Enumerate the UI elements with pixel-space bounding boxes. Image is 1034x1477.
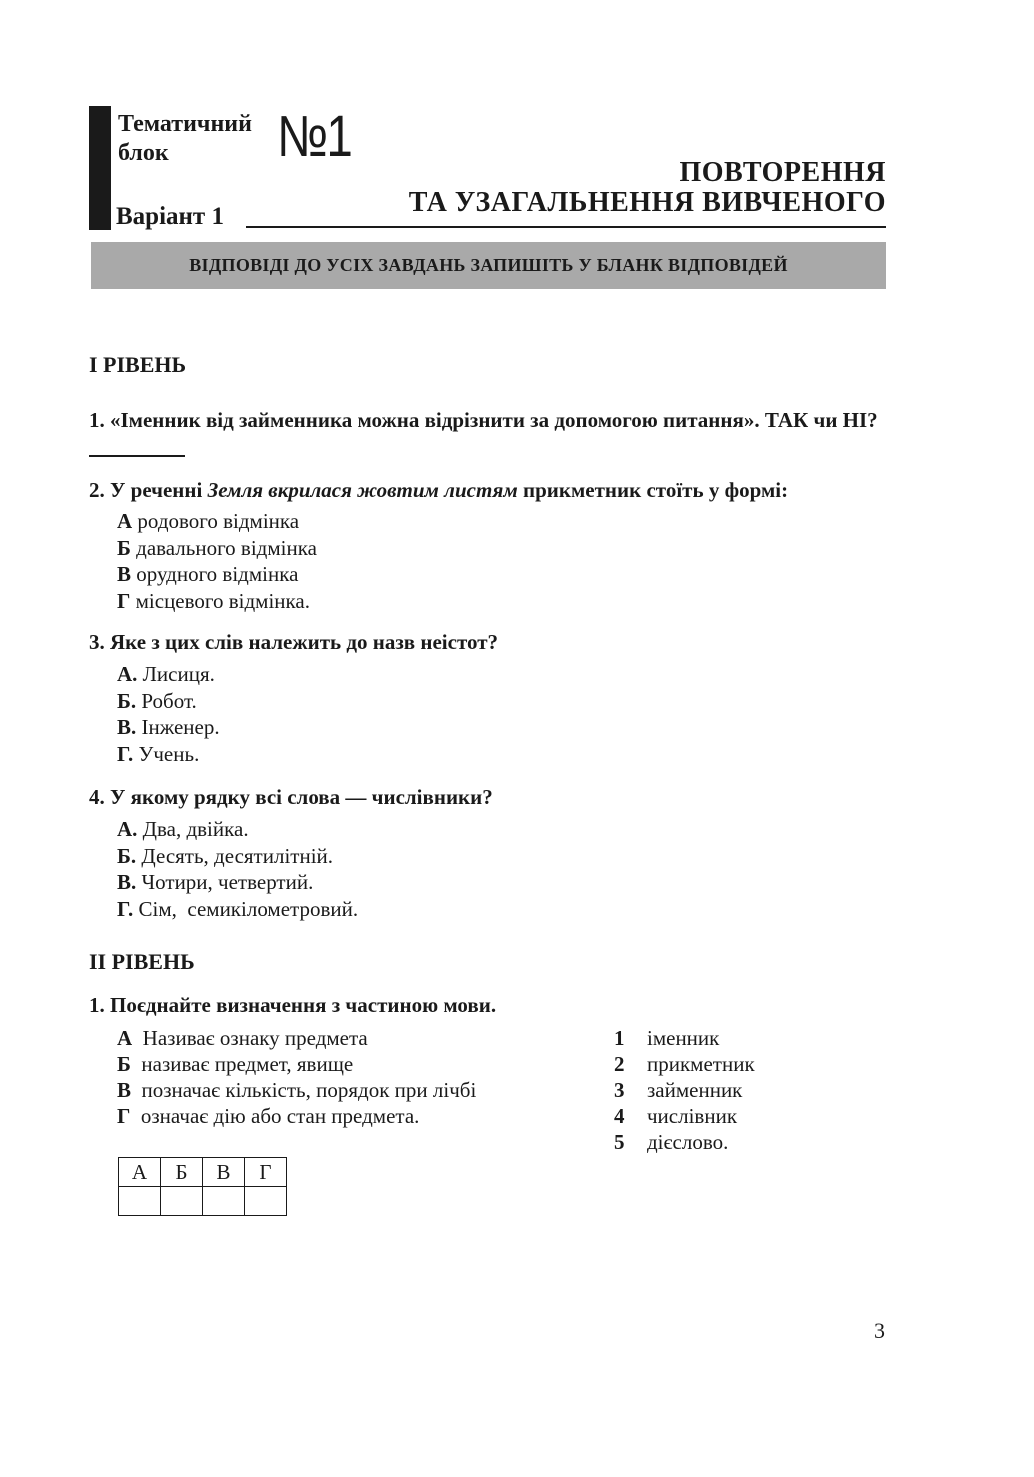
option-text: давального відмінка	[130, 535, 317, 560]
option	[117, 661, 220, 688]
block-label	[118, 110, 252, 168]
answer-blank-line	[89, 455, 185, 457]
part-of-speech-item	[614, 1129, 755, 1155]
part-text: прикметник	[647, 1052, 755, 1076]
option	[117, 741, 220, 768]
definition-item	[117, 1051, 476, 1077]
page-title	[409, 158, 886, 218]
option-text: Інженер.	[136, 715, 220, 739]
option-letter: А.	[117, 662, 138, 686]
option-letter: В.	[117, 715, 137, 739]
definition-letter: В	[117, 1078, 132, 1102]
option-letter: Г.	[117, 741, 134, 766]
option-text: Робот.	[136, 688, 197, 713]
definition-letter: Б	[117, 1052, 131, 1076]
option-letter: А	[117, 509, 133, 533]
option	[117, 816, 358, 843]
option-text: Сім, семикілометровий.	[133, 896, 359, 921]
level1-q1: 1. «Іменник від займенника можна відрізнити за допомогою питання». ТАК чи НІ?	[89, 408, 878, 432]
variant-label: Варіант 1	[116, 203, 224, 230]
q2-text-after: прикметник стоїть у формі:	[517, 478, 789, 502]
part-number: 1	[614, 1026, 625, 1050]
option-text: орудного відмінка	[131, 562, 299, 586]
grid-answer-cell[interactable]	[119, 1187, 161, 1216]
part-of-speech-item	[614, 1025, 755, 1051]
part-text: дієслово.	[647, 1130, 729, 1154]
option-text: родового відмінка	[132, 509, 300, 533]
q2-options	[117, 508, 317, 614]
option-text: Учень.	[133, 741, 200, 766]
grid-answer-cell[interactable]	[161, 1187, 203, 1216]
definition-text: позначає кількість, порядок при лічбі	[131, 1078, 477, 1102]
option-letter: Г	[117, 588, 131, 613]
definition-text: Називає ознаку предмета	[132, 1026, 368, 1050]
block-label-line1: Тематичний	[118, 111, 252, 137]
option-letter: Г.	[117, 896, 134, 921]
option	[117, 588, 317, 615]
page-title-line1: ПОВТОРЕННЯ	[679, 157, 886, 188]
level1-title: І РІВЕНЬ	[89, 352, 187, 377]
grid-header-cell: В	[203, 1158, 245, 1187]
option	[117, 714, 220, 741]
level2-title: ІІ РІВЕНЬ	[89, 949, 195, 974]
q2-italic-sentence: Земля вкрилася жовтим листям	[207, 478, 518, 502]
part-text: займенник	[647, 1078, 743, 1102]
q4-options	[117, 816, 358, 922]
option	[117, 843, 358, 870]
grid-header-cell: Г	[245, 1158, 287, 1187]
definition-text: називає предмет, явище	[130, 1052, 354, 1076]
part-of-speech-item	[614, 1103, 755, 1129]
definition-text: означає дію або стан предмета.	[130, 1104, 420, 1128]
grid-header-cell: Б	[161, 1158, 203, 1187]
answer-grid-header-row	[119, 1158, 287, 1187]
option-letter: В	[117, 562, 132, 586]
part-number: 5	[614, 1130, 625, 1154]
part-number: 4	[614, 1104, 625, 1128]
option-text: Чотири, четвертий.	[136, 870, 314, 894]
part-text: іменник	[647, 1026, 720, 1050]
page-number: 3	[874, 1318, 885, 1343]
option-text: місцевого відмінка.	[130, 588, 310, 613]
part-text: числівник	[647, 1104, 738, 1128]
answer-grid-input-row	[119, 1187, 287, 1216]
definition-letter: А	[117, 1026, 133, 1050]
answer-grid	[118, 1157, 287, 1216]
level1-q4: 4. У якому рядку всі слова — числівники?	[89, 785, 493, 809]
match-parts-of-speech	[614, 1025, 755, 1155]
option	[117, 508, 317, 535]
option	[117, 688, 220, 715]
part-number: 3	[614, 1078, 625, 1102]
option-text: Лисиця.	[137, 662, 215, 686]
block-number: №1	[277, 104, 352, 169]
grid-answer-cell[interactable]	[245, 1187, 287, 1216]
definition-letter: Г	[117, 1104, 131, 1128]
option-letter: Б.	[117, 843, 137, 868]
grid-header-cell: А	[119, 1158, 161, 1187]
definition-item	[117, 1103, 476, 1129]
option-letter: А.	[117, 817, 138, 841]
block-label-line2: блок	[118, 140, 169, 166]
match-definitions	[117, 1025, 476, 1129]
option-letter: Б.	[117, 688, 137, 713]
level1-q3: 3. Яке з цих слів належить до назв неістот?	[89, 630, 499, 654]
option-letter: Б	[117, 535, 131, 560]
option	[117, 869, 358, 896]
option-text: Два, двійка.	[137, 817, 249, 841]
option-letter: В.	[117, 870, 137, 894]
grid-answer-cell[interactable]	[203, 1187, 245, 1216]
instructions-banner: ВІДПОВІДІ ДО УСІХ ЗАВДАНЬ ЗАПИШІТЬ У БЛАНК ВІДПОВІДЕЙ	[91, 242, 886, 289]
part-of-speech-item	[614, 1077, 755, 1103]
level1-q2	[89, 478, 788, 503]
option	[117, 561, 317, 588]
definition-item	[117, 1077, 476, 1103]
header-rule	[246, 226, 886, 228]
header-black-bar	[89, 106, 111, 230]
definition-item	[117, 1025, 476, 1051]
page-title-line2: ТА УЗАГАЛЬНЕННЯ ВИВЧЕНОГО	[408, 187, 886, 218]
part-of-speech-item	[614, 1051, 755, 1077]
level2-q1: 1. Поєднайте визначення з частиною мови.	[89, 993, 497, 1017]
option	[117, 896, 358, 923]
part-number: 2	[614, 1052, 625, 1076]
option	[117, 535, 317, 562]
q2-text-before: 2. У реченні	[89, 478, 208, 502]
option-text: Десять, десятилітній.	[136, 843, 334, 868]
q3-options	[117, 661, 220, 767]
